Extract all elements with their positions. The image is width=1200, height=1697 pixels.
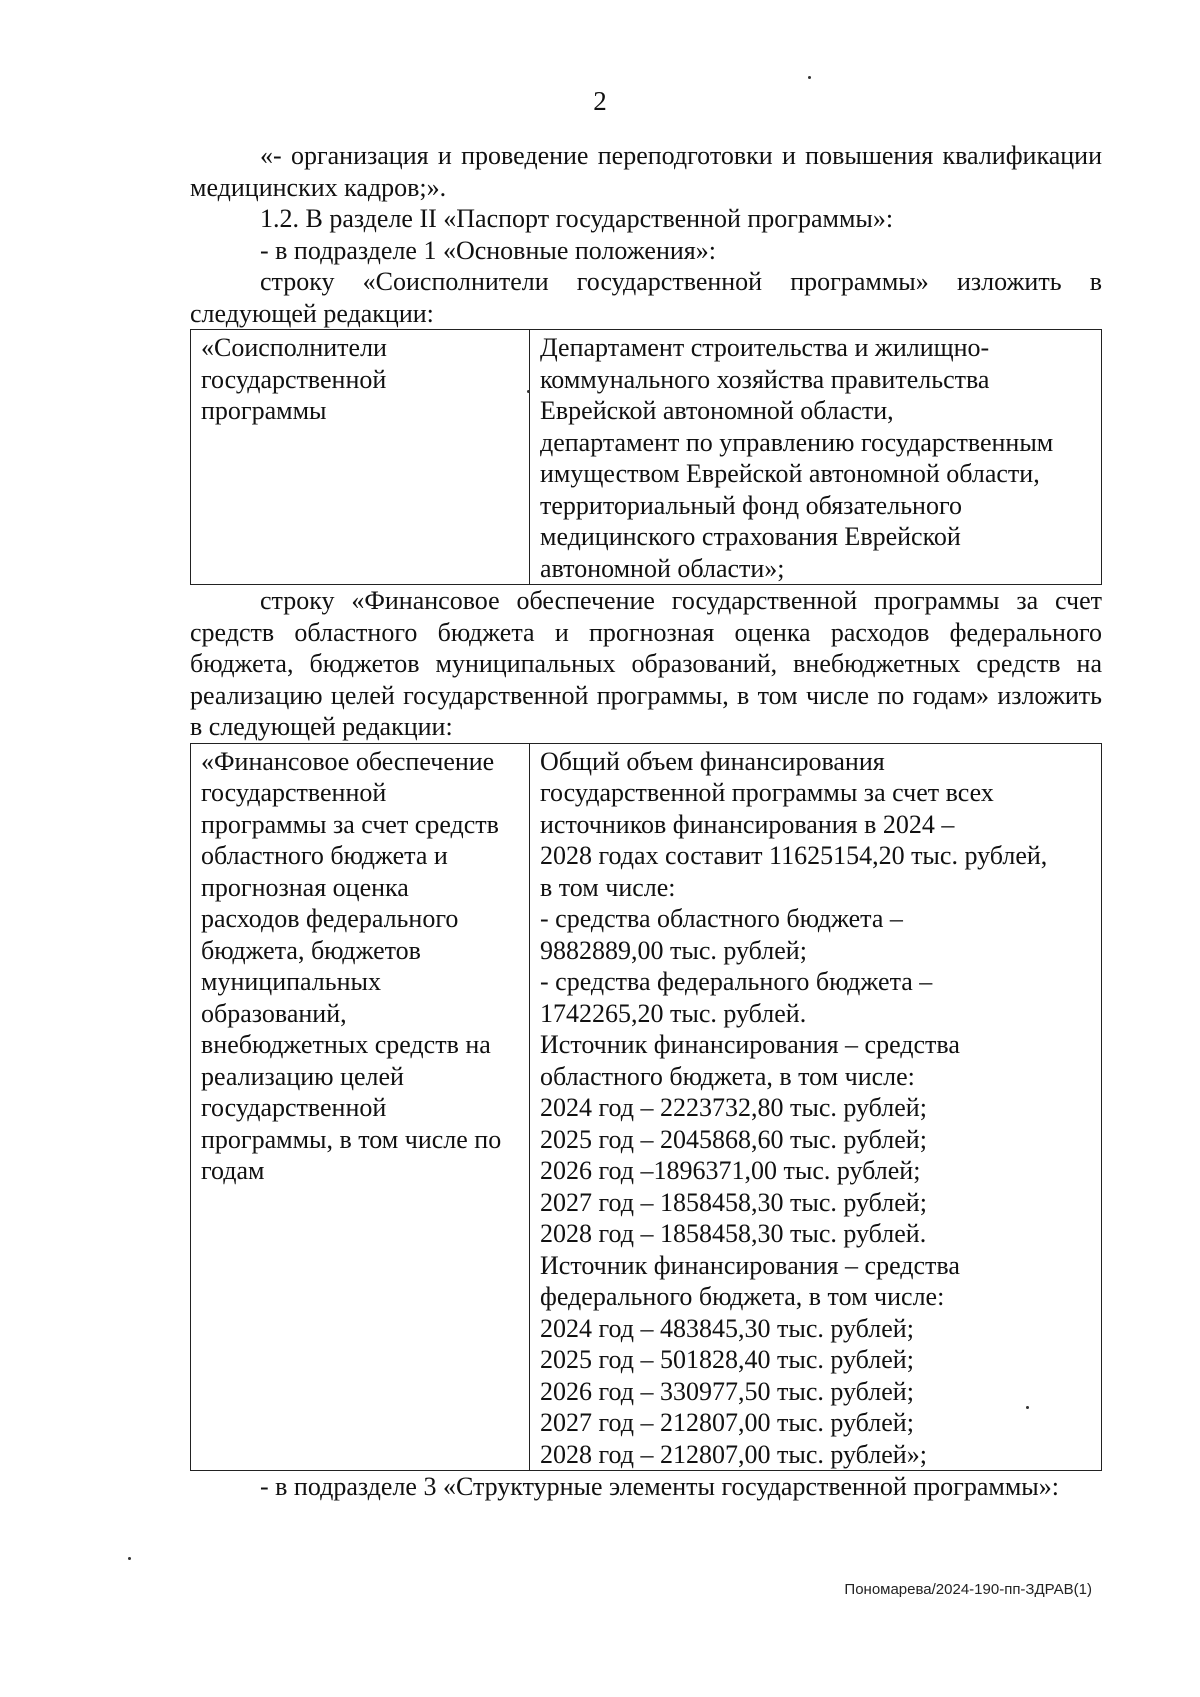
cell-line: департамент по управлению государственным: [540, 427, 1054, 457]
coexecutors-label-cell: [191, 330, 530, 585]
document-reference-code: Пономарева/2024-190-пп-ЗДРАВ(1): [844, 1581, 1092, 1598]
table-row: [191, 743, 1102, 1471]
scan-speck: [527, 390, 530, 393]
cell-line: бюджета, бюджетов: [201, 935, 421, 965]
cell-line: федерального бюджета, в том числе:: [540, 1282, 945, 1311]
cell-line: 2027 год – 1858458,30 тыс. рублей;: [540, 1187, 927, 1217]
cell-line: 2026 год –1896371,00 тыс. рублей;: [540, 1156, 921, 1185]
cell-line: коммунального хозяйства правительства: [540, 364, 990, 394]
paragraph-financing-intro: строку «Финансовое обеспечение государственной программы за счет средств областного бюджета и прогнозная оценка расходов федерального бюджета, бюджетов муниципальных образований, внебюджетных средств на реализацию целей государственной программы, в том числе по годам» изложить в следующей редакции:: [190, 586, 1102, 741]
cell-line: 2025 год – 2045868,60 тыс. рублей;: [540, 1124, 927, 1154]
paragraph-qualification: «- организация и проведение переподготовки и повышения квалификации медицинских кадров;».: [190, 141, 1102, 202]
cell-line: реализацию целей: [201, 1061, 404, 1091]
financing-table: [190, 743, 1102, 1472]
paragraph-subsection-3: - в подразделе 3 «Структурные элементы государственной программы»:: [260, 1472, 1059, 1501]
cell-line: 1742265,20 тыс. рублей.: [540, 998, 807, 1028]
cell-line: 2025 год – 501828,40 тыс. рублей;: [540, 1345, 914, 1374]
cell-line: 2028 год – 212807,00 тыс. рублей»;: [540, 1439, 927, 1469]
scan-speck: [808, 76, 811, 79]
cell-line: государственной программы за счет всех: [540, 778, 994, 807]
cell-line: Общий объем финансирования: [540, 746, 885, 776]
cell-line: Источник финансирования – средства: [540, 1250, 960, 1280]
paragraph-subsection-1: - в подразделе 1 «Основные положения»:: [260, 235, 716, 265]
coexecutors-value-cell: [530, 330, 1102, 585]
document-body: [190, 140, 1102, 1503]
table-row: [191, 330, 1102, 585]
cell-line: 2024 год – 483845,30 тыс. рублей;: [540, 1313, 914, 1343]
cell-line: внебюджетных средств на: [201, 1030, 491, 1059]
cell-line: программы за счет средств: [201, 809, 499, 839]
cell-line: муниципальных: [201, 967, 382, 996]
cell-line: «Соисполнители: [201, 333, 387, 362]
cell-line: государственной: [201, 364, 387, 394]
cell-line: - средства областного бюджета –: [540, 904, 903, 933]
cell-line: 2024 год – 2223732,80 тыс. рублей;: [540, 1093, 927, 1122]
cell-line: Департамент строительства и жилищно-: [540, 333, 990, 362]
page-number: 2: [593, 86, 607, 116]
cell-line: Еврейской автономной области,: [540, 396, 894, 425]
scan-speck: [1026, 1406, 1029, 1409]
financing-label-cell: [191, 743, 530, 1471]
cell-line: образований,: [201, 998, 347, 1028]
cell-line: территориальный фонд обязательного: [540, 490, 962, 520]
coexecutors-table: [190, 329, 1102, 585]
cell-line: расходов федерального: [201, 904, 459, 933]
cell-line: «Финансовое обеспечение: [201, 746, 495, 776]
cell-line: 2027 год – 212807,00 тыс. рублей;: [540, 1408, 914, 1437]
cell-line: 9882889,00 тыс. рублей;: [540, 935, 807, 965]
cell-line: источников финансирования в 2024 –: [540, 809, 955, 839]
cell-line: 2026 год – 330977,50 тыс. рублей;: [540, 1376, 914, 1406]
paragraph-section-2: 1.2. В разделе II «Паспорт государственной программы»:: [260, 204, 894, 233]
cell-line: областного бюджета и: [201, 841, 448, 870]
cell-line: медицинского страхования Еврейской: [540, 522, 961, 551]
scan-speck: [128, 1557, 131, 1560]
cell-line: имуществом Еврейской автономной области,: [540, 459, 1040, 488]
cell-line: 2028 годах составит 11625154,20 тыс. рублей,: [540, 841, 1048, 870]
cell-line: автономной области»;: [540, 553, 785, 583]
cell-line: прогнозная оценка: [201, 872, 409, 902]
cell-line: областного бюджета, в том числе:: [540, 1061, 915, 1091]
cell-line: программы: [201, 396, 327, 425]
cell-line: - средства федерального бюджета –: [540, 967, 933, 996]
paragraph-coexecutors-intro: строку «Соисполнители государственной программы» изложить в следующей редакции:: [190, 267, 1102, 328]
financing-value-cell: [530, 743, 1102, 1471]
cell-line: государственной: [201, 1093, 387, 1122]
cell-line: 2028 год – 1858458,30 тыс. рублей.: [540, 1219, 927, 1248]
cell-line: в том числе:: [540, 872, 676, 902]
cell-line: годам: [201, 1156, 265, 1185]
cell-line: государственной: [201, 778, 387, 807]
cell-line: программы, в том числе по: [201, 1124, 502, 1154]
cell-line: Источник финансирования – средства: [540, 1030, 960, 1059]
